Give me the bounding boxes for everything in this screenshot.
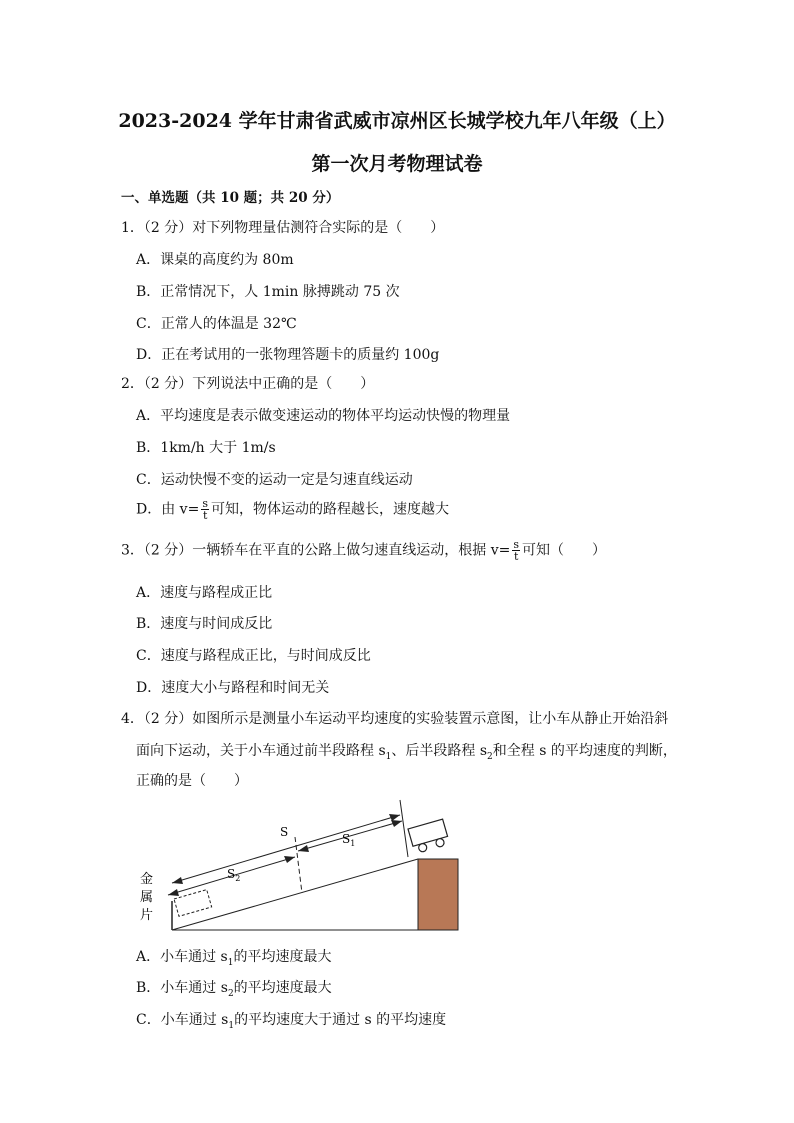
fraction-numerator: s (202, 497, 208, 510)
question-3-option-b: B．速度与时间成反比 (136, 616, 273, 632)
cart-start-position (408, 819, 450, 854)
arrowhead (298, 845, 309, 852)
stem-text: 、后半段路程 s (391, 743, 488, 759)
question-1-option-b: B．正常情况下，人 1min 脉搏跳动 75 次 (136, 284, 400, 300)
question-4-stem-line2 (136, 740, 677, 762)
arrowhead (168, 889, 179, 896)
option-text: 的平均速度最大 (233, 980, 332, 996)
question-1-stem: 1．（2 分）对下列物理量估测符合实际的是（ ） (121, 220, 445, 236)
speed-formula-fraction (512, 539, 520, 562)
question-2-option-a: A．平均速度是表示做变速运动的物体平均运动快慢的物理量 (136, 408, 511, 424)
question-2-option-d (136, 498, 449, 521)
option-text: C．小车通过 s (136, 1012, 229, 1028)
arrowhead (391, 820, 402, 827)
arrowhead (389, 814, 400, 821)
stem-text: 面向下运动，关于小车通过前半段路程 s (136, 743, 386, 759)
question-4-option-c (136, 1009, 446, 1031)
cart-final-position (174, 890, 212, 917)
subscript: 2 (487, 751, 493, 762)
question-1-option-a: A．课桌的高度约为 80m (136, 252, 294, 268)
label-s1: $S_1$ (342, 832, 356, 848)
stem-text: 和全程 s 的平均速度的判断， (492, 743, 677, 759)
option-text: 的平均速度最大 (233, 949, 332, 965)
subscript: 1 (385, 751, 392, 762)
fraction-denominator: t (202, 509, 208, 522)
option-text: A．小车通过 s (136, 949, 228, 965)
fraction-numerator: s (513, 538, 520, 551)
question-3-stem (121, 539, 606, 562)
question-2-stem: 2．（2 分）下列说法中正确的是（ ） (121, 376, 375, 392)
arrowhead (284, 856, 295, 863)
metal-label-char2: 属 (140, 890, 154, 905)
question-3-option-a: A．速度与路程成正比 (136, 585, 273, 601)
question-2-option-b: B．1km/h 大于 1m/s (136, 440, 276, 456)
exam-title-line2: 第一次月考物理试卷 (311, 153, 483, 175)
exam-title-line1: 2023-2024 学年甘肃省武威市凉州区长城学校九年八年级（上） (118, 110, 676, 132)
arrowhead (172, 877, 183, 884)
question-3-stem-prefix: 3．（2 分）一辆轿车在平直的公路上做匀速直线运动，根据 v= (121, 542, 511, 559)
question-2-option-c: C．运动快慢不变的运动一定是匀速直线运动 (136, 472, 413, 488)
incline-surface (172, 859, 418, 930)
label-s: S (280, 825, 289, 839)
question-1-option-d: D．正在考试用的一张物理答题卡的质量约 100g (136, 347, 440, 363)
question-3-option-c: C．速度与路程成正比，与时间成反比 (136, 648, 371, 664)
question-1-option-c: C．正常人的体温是 32℃ (136, 316, 297, 332)
start-marker-line (400, 800, 408, 857)
speed-formula-fraction (201, 498, 209, 521)
fraction-denominator: t (513, 550, 519, 563)
option-text: B．小车通过 s (136, 980, 228, 996)
question-2-option-d-suffix: 可知，物体运动的路程越长，速度越大 (210, 501, 449, 518)
metal-label-char1: 金 (140, 872, 154, 887)
section-header: 一、单选题（共 10 题；共 20 分） (121, 190, 340, 206)
subscript: 1 (228, 1020, 235, 1031)
incline-experiment-figure (130, 795, 475, 940)
subscript: 1 (227, 957, 234, 968)
question-4-option-a (136, 946, 331, 968)
label-s2: $S_2$ (227, 867, 241, 883)
question-2-option-d-prefix: D．由 v= (136, 501, 200, 518)
question-3-option-d: D．速度大小与路程和时间无关 (136, 680, 330, 696)
subscript: 2 (227, 988, 234, 999)
question-4-stem-line3: 正确的是（ ） (136, 773, 248, 789)
question-4-stem-line1: 4．（2 分）如图所示是测量小车运动平均速度的实验装置示意图，让小车从静止开始沿斜 (121, 711, 669, 727)
question-4-option-b (136, 977, 332, 999)
support-block (418, 859, 458, 930)
option-text: 的平均速度大于通过 s 的平均速度 (234, 1012, 447, 1028)
question-3-stem-suffix: 可知（ ） (522, 542, 607, 559)
metal-label-char3: 片 (140, 908, 154, 923)
